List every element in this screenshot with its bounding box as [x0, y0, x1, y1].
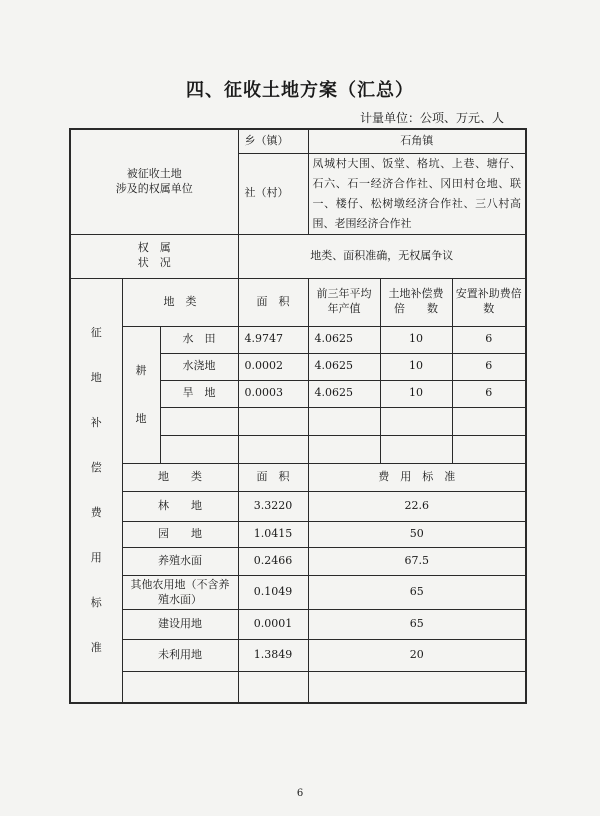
cultivated-output: 4.0625 [308, 380, 380, 407]
cultivated-output [308, 435, 380, 463]
other-type: 未利用地 [122, 639, 238, 671]
cultivated-area [238, 435, 308, 463]
rights-label-line1: 权 属 [137, 241, 171, 255]
other-area: 0.0001 [238, 609, 308, 639]
cultivated-char: 地 [135, 411, 147, 425]
side-char: 征 [90, 326, 102, 340]
header-land-type: 地 类 [122, 278, 238, 326]
cultivated-resettle-times: 6 [452, 380, 526, 407]
cultivated-resettle-times [452, 435, 526, 463]
other-area: 0.1049 [238, 575, 308, 609]
other-standard: 22.6 [308, 491, 526, 521]
cultivated-type [160, 407, 238, 435]
side-char: 偿 [90, 461, 102, 475]
town-label: 乡（镇） [238, 129, 308, 153]
cultivated-area: 0.0003 [238, 380, 308, 407]
page-number: 6 [296, 788, 304, 799]
side-char: 用 [90, 551, 102, 565]
side-char: 标 [90, 596, 102, 610]
cultivated-area: 4.9747 [238, 326, 308, 353]
other-header-standard: 费 用 标 准 [308, 463, 526, 491]
measurement-unit: 计量单位：公项、万元、人 [359, 111, 504, 125]
side-char: 地 [90, 371, 102, 385]
other-header-land-type: 地 类 [122, 463, 238, 491]
rights-value: 地类、面积准确，无权属争议 [238, 234, 526, 278]
other-type: 园 地 [122, 521, 238, 547]
side-char: 费 [90, 506, 102, 520]
header-avg-output: 前三年平均年产值 [308, 278, 380, 326]
owner-label-cell [70, 129, 238, 234]
side-char: 准 [90, 641, 102, 655]
cultivated-type: 水 田 [160, 326, 238, 353]
other-standard: 20 [308, 639, 526, 671]
cultivated-output: 4.0625 [308, 326, 380, 353]
compensation-side-label [70, 278, 122, 703]
other-type: 林 地 [122, 491, 238, 521]
other-type: 养殖水面 [122, 547, 238, 575]
town-value: 石角镇 [308, 129, 526, 153]
owner-label-line1: 被征收土地 [126, 166, 182, 180]
other-area [238, 671, 308, 703]
cultivated-area: 0.0002 [238, 353, 308, 380]
cultivated-land-times: 10 [380, 326, 452, 353]
rights-label-line2: 状 况 [137, 256, 171, 269]
other-standard: 65 [308, 609, 526, 639]
header-land-comp: 土地补偿费倍 数 [380, 278, 452, 326]
other-standard: 65 [308, 575, 526, 609]
header-area: 面 积 [238, 278, 308, 326]
cultivated-output [308, 407, 380, 435]
other-area: 3.3220 [238, 491, 308, 521]
cultivated-char: 耕 [135, 363, 147, 377]
other-standard: 50 [308, 521, 526, 547]
other-type [122, 671, 238, 703]
cultivated-land-times: 10 [380, 380, 452, 407]
other-type: 其他农用地（不含养殖水面） [122, 575, 238, 609]
cultivated-type: 旱 地 [160, 380, 238, 407]
cultivated-label [122, 326, 160, 463]
other-area: 1.3849 [238, 639, 308, 671]
owner-label-line2: 涉及的权属单位 [115, 181, 193, 195]
cultivated-land-times: 10 [380, 353, 452, 380]
rights-label-cell [70, 234, 238, 278]
cultivated-type [160, 435, 238, 463]
cultivated-resettle-times [452, 407, 526, 435]
other-area: 0.2466 [238, 547, 308, 575]
header-resettle: 安置补助费倍 数 [452, 278, 526, 326]
cultivated-type: 水浇地 [160, 353, 238, 380]
cultivated-area [238, 407, 308, 435]
cultivated-resettle-times: 6 [452, 326, 526, 353]
village-value: 凤城村大围、饭堂、格坑、上巷、塘仔、石六、石一经济合作社、冈田村仓地、联一、楼仔、松树墩经济合作社、三八村高围、老围经济合作社 [308, 153, 526, 234]
cultivated-land-times [380, 407, 452, 435]
side-char: 补 [90, 416, 102, 430]
village-label: 社（村） [238, 153, 308, 234]
other-type: 建设用地 [122, 609, 238, 639]
cultivated-resettle-times: 6 [452, 353, 526, 380]
other-standard [308, 671, 526, 703]
land-acquisition-table [69, 128, 544, 704]
cultivated-land-times [380, 435, 452, 463]
other-area: 1.0415 [238, 521, 308, 547]
other-header-area: 面 积 [238, 463, 308, 491]
page-title: 四、征收土地方案（汇总） [186, 80, 414, 101]
cultivated-output: 4.0625 [308, 353, 380, 380]
other-standard: 67.5 [308, 547, 526, 575]
